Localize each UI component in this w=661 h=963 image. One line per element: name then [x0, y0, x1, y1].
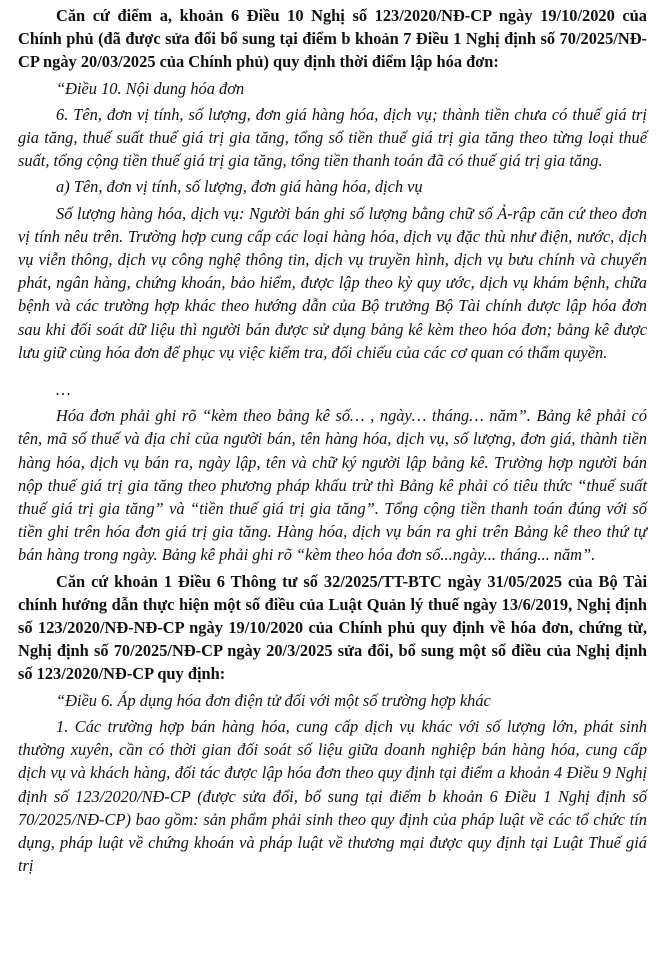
paragraph-article-6-heading: “Điều 6. Áp dụng hóa đơn điện tử đối với một số trường hợp khác: [56, 690, 491, 710]
paragraph-clause-6: 6. Tên, đơn vị tính, số lượng, đơn giá hàng hóa, dịch vụ; thành tiền chưa có thuế giá trị gia tăng, thuế suất thuế giá trị gia tăng, tổng số tiền thuế giá trị gia tăng theo từng loại thuế suất, tổng cộng tiền thuế giá trị gia tăng, tổng tiền thanh toán đã có thuế giá trị gia tăng.: [18, 104, 647, 171]
paragraph-article-6-clause-1: 1. Các trường hợp bán hàng hóa, cung cấp dịch vụ khác với số lượng lớn, phát sinh thường xuyên, cần có thời gian đối soát số liệu giữa doanh nghiệp bán hàng hóa, cung cấp dịch vụ và khách hàng, đối tác được lập hóa đơn theo quy định tại điểm a khoản 4 Điều 9 Nghị định số 123/2020/NĐ-CP (được sửa đổi, bổ sung tại điểm b khoản 6 Điều 1 Nghị định số 70/2025/NĐ-CP) bao gồm: sản phẩm phải sinh theo quy định của pháp luật về các tổ chức tín dụng, pháp luật về chứng khoán và pháp luật về thương mại được quy định tại Luật Thuế giá trị: [18, 716, 647, 876]
paragraph-quantity-rules: Số lượng hàng hóa, dịch vụ: Người bán ghi số lượng bằng chữ số Ả-rập căn cứ theo đơn vị tính nêu trên. Trường hợp cung cấp các loại hàng hóa, dịch vụ đặc thù như điện, nước, dịch vụ viễn thông, dịch vụ công nghệ thông tin, dịch vụ truyền hình, dịch vụ bưu chính và chuyển phát, ngân hàng, chứng khoán, bảo hiểm, được lập theo kỳ quy ước, dịch vụ khám bệnh, chữa bệnh và các trường hợp khác theo hướng dẫn của Bộ trưởng Bộ Tài chính được lập hóa đơn sau khi đối soát dữ liệu thì người bán được sử dụng bảng kê kèm theo hóa đơn; bảng kê được lưu giữ cùng hóa đơn để phục vụ việc kiểm tra, đối chiếu của các cơ quan có thẩm quyền.: [18, 203, 647, 362]
paragraph-listing-requirements: Hóa đơn phải ghi rõ “kèm theo bảng kê số… , ngày… tháng… năm”. Bảng kê phải có tên, mã số thuế và địa chỉ của người bán, tên hàng hóa, dịch vụ, số lượng, đơn giá, thành tiền hàng hóa, dịch vụ bán ra, ngày lập, tên và chữ ký người lập bảng kê. Trường hợp người bán nộp thuế giá trị gia tăng theo phương pháp khấu trừ thì Bảng kê phải có tiêu thức “thuế suất thuế giá trị gia tăng” và “tiền thuế giá trị gia tăng”. Tổng cộng tiền thanh toán đúng với số tiền ghi trên hóa đơn giá trị gia tăng. Hàng hóa, dịch vụ bán ra ghi trên Bảng kê theo thứ tự bán hàng trong ngày. Bảng kê phải ghi rõ “kèm theo hóa đơn số...ngày... tháng... năm”.: [18, 406, 647, 565]
paragraph-article-10-heading: “Điều 10. Nội dung hóa đơn: [56, 78, 245, 98]
paragraph-point-a: a) Tên, đơn vị tính, số lượng, đơn giá hàng hóa, dịch vụ: [56, 177, 423, 197]
paragraph-legal-basis-decree: Căn cứ điểm a, khoản 6 Điều 10 Nghị số 123/2020/NĐ-CP ngày 19/10/2020 của Chính phủ (đã được sửa đổi bổ sung tại điểm b khoản 7 Điều 1 Nghị định số 70/2025/NĐ-CP ngày 20/03/2025 của Chính phủ) quy định thời điểm lập hóa đơn:: [18, 6, 647, 72]
paragraph-legal-basis-circular: Căn cứ khoản 1 Điều 6 Thông tư số 32/2025/TT-BTC ngày 31/05/2025 của Bộ Tài chính hướng dẫn thực hiện một số điều của Luật Quản lý thuế ngày 13/6/2019, Nghị định số 123/2020/NĐ-NĐ-CP ngày 19/10/2020 của Chính phủ quy định về hóa đơn, chứng từ, Nghị định số 70/2025/NĐ-CP ngày 20/3/2025 sửa đổi, bổ sung một số điều của Nghị định số 123/2020/NĐ-CP quy định:: [18, 571, 647, 684]
paragraph-ellipsis: …: [56, 380, 71, 400]
